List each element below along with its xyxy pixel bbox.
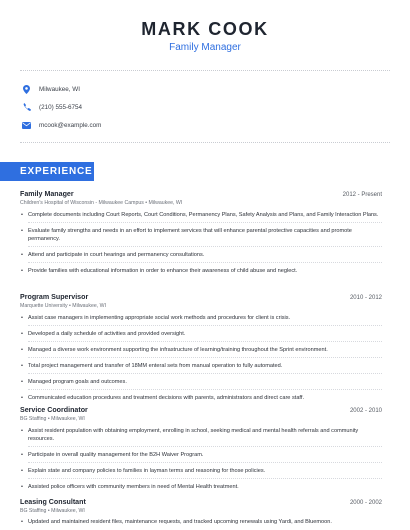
contact-phone <box>22 100 82 114</box>
job-bullet: • Developed a daily schedule of activities and provided oversight. <box>20 330 382 338</box>
bullet-divider <box>28 357 382 358</box>
bullet-divider <box>28 478 382 479</box>
job-bullet: • Communicated education procedures and treatment decisions with parents, administrators and direct care staff. <box>20 394 382 402</box>
phone-icon <box>22 103 31 112</box>
job-bullet: • Provide families with educational information in order to enhance their awareness of child abuse and neglect. <box>20 267 382 275</box>
job-bullet: • Assist resident population with obtaining employment, enrolling in school, seeking medical and mental health referrals and community resources. <box>20 427 382 443</box>
email-link[interactable]: mcook@example.com <box>39 121 102 129</box>
location-pin-icon <box>22 85 31 94</box>
job-bullet: • Total project management and transfer of 18MM enteral sets from manual operation to fully automated. <box>20 362 382 370</box>
job-location: Milwaukee, WI <box>51 416 85 422</box>
bullet-divider <box>28 325 382 326</box>
header-divider <box>20 70 390 71</box>
job-bullet: • Assisted police officers with community members in need of Mental Health treatment. <box>20 483 382 491</box>
job-location: Milwaukee, WI <box>148 200 183 206</box>
job-bullets <box>20 518 382 526</box>
job-employer: BG Staffing <box>20 416 47 422</box>
bullet-divider <box>28 246 382 247</box>
candidate-title: Family Manager <box>169 42 241 53</box>
bullet-divider <box>28 462 382 463</box>
job-bullet: • Participate in overall quality management for the B2H Waiver Program. <box>20 451 382 459</box>
job-title: Family Manager <box>20 190 74 198</box>
resume-header <box>0 18 410 54</box>
job-bullets <box>20 427 382 491</box>
experience-heading-label: EXPERIENCE <box>20 166 93 177</box>
job-employer: Children's Hospital of Wisconsin - Milwaukee Campus <box>20 200 144 206</box>
job-dates: 2002 - 2010 <box>349 408 382 414</box>
job-bullet: • Managed a diverse work environment supporting the infrastructure of learning/training throughout the Sprint environment. <box>20 346 382 354</box>
job-location: Milwaukee, WI <box>72 303 107 309</box>
job-entry-service-coordinator <box>20 406 382 491</box>
job-bullet: • Complete documents including Court Reports, Court Conditions, Permanency Plans, Safety Analysis and Plans, and Family Interaction Plans. <box>20 211 382 219</box>
job-bullet: • Updated and maintained resident files, maintenance requests, and tracked upcoming renewals using Yardi, and Bluemoon. <box>20 518 382 526</box>
job-bullet: • Assist case managers in implementing appropriate social work methods and procedures for client is crisis. <box>20 314 382 322</box>
bullet-divider <box>28 262 382 263</box>
job-entry-leasing-consultant <box>20 498 382 526</box>
bullet-divider <box>28 389 382 390</box>
job-employer-line: Children's Hospital of Wisconsin - Milwaukee Campus • Milwaukee, WI <box>20 200 183 206</box>
job-employer-line: BG Staffing • Milwaukee, WI <box>20 508 85 514</box>
job-employer-line: Marquette University • Milwaukee, WI <box>20 303 107 309</box>
job-title: Service Coordinator <box>20 406 88 414</box>
bullet-divider <box>28 446 382 447</box>
bullet-divider <box>28 373 382 374</box>
job-bullets <box>20 314 382 402</box>
job-dates: 2010 - 2012 <box>349 295 382 301</box>
bullet-divider <box>28 341 382 342</box>
job-bullet: • Managed program goals and outcomes. <box>20 378 382 386</box>
phone-text: (210) 555-6754 <box>39 103 83 111</box>
envelope-icon <box>22 121 31 130</box>
contact-divider <box>20 142 390 143</box>
job-title: Leasing Consultant <box>20 498 86 506</box>
location-text: Milwaukee, WI <box>39 85 80 93</box>
job-employer: BG Staffing <box>20 508 47 514</box>
job-location: Milwaukee, WI <box>51 508 85 514</box>
job-entry-family-manager <box>20 190 382 275</box>
candidate-name: MARK COOK <box>141 19 269 39</box>
job-employer: Marquette University <box>20 303 68 309</box>
job-bullet: • Attend and participate in court hearings and permanency consultations. <box>20 251 382 259</box>
bullet-divider <box>28 222 382 223</box>
job-bullets <box>20 211 382 275</box>
job-bullet: • Evaluate family strengths and needs in an effort to implement services that will enhance parental protective capacities and promote permanency. <box>20 227 382 243</box>
job-title: Program Supervisor <box>20 293 89 301</box>
job-entry-program-supervisor <box>20 293 382 402</box>
experience-section-heading <box>0 162 94 181</box>
job-dates: 2012 - Present <box>342 192 382 198</box>
job-bullet: • Explain state and company policies to families in layman terms and reasoning for those policies. <box>20 467 382 475</box>
contact-location <box>22 82 80 96</box>
job-dates: 2000 - 2002 <box>349 500 382 506</box>
contact-email <box>22 118 101 132</box>
job-employer-line: BG Staffing • Milwaukee, WI <box>20 416 85 422</box>
